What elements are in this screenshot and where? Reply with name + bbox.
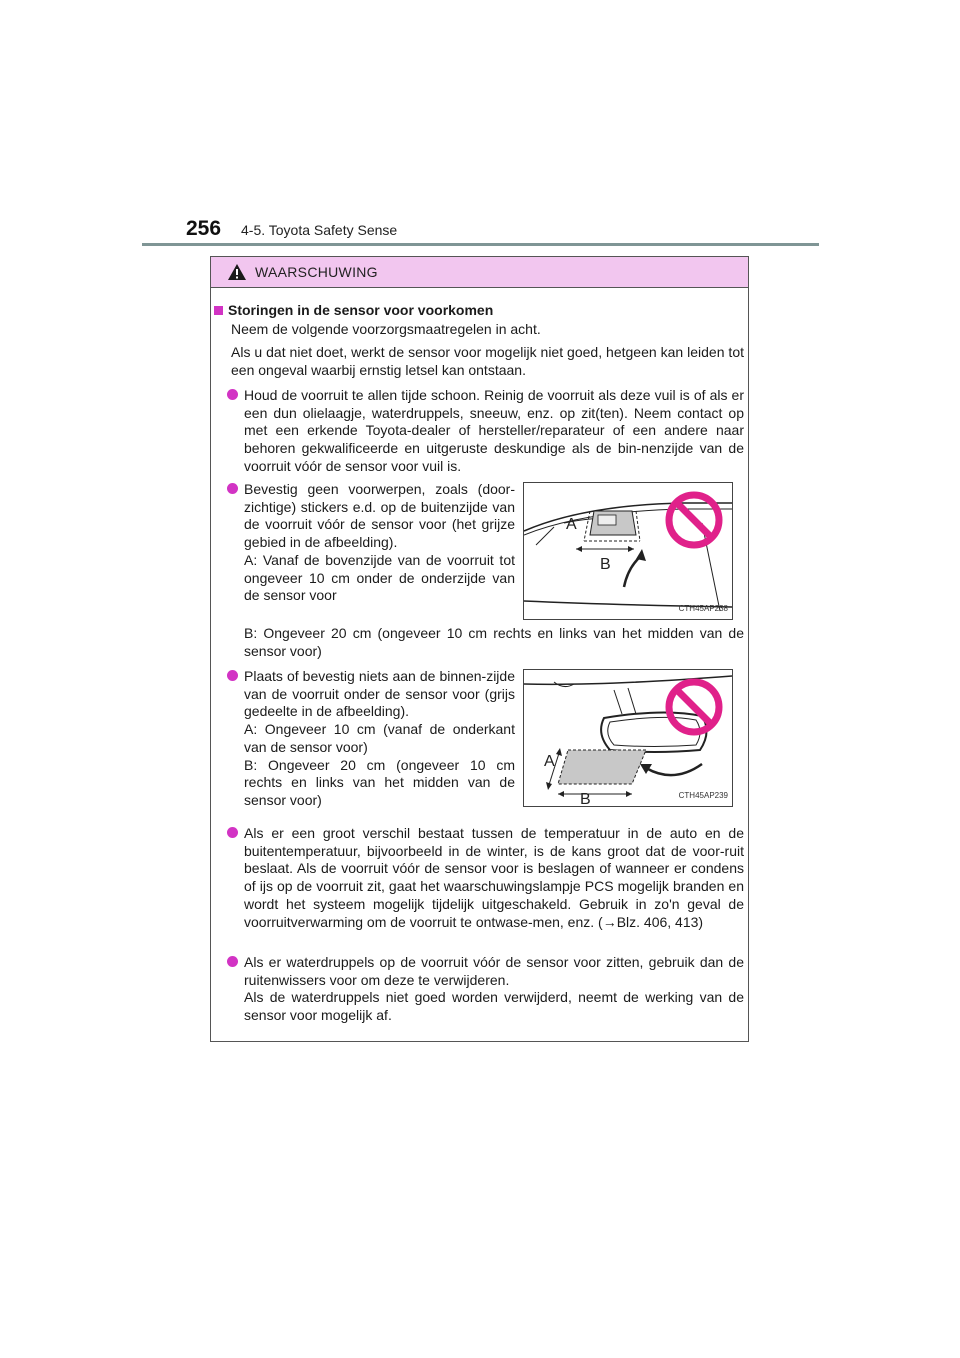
figure-sensor-outside	[523, 482, 733, 620]
figure-1-code: CTH45AP238	[678, 604, 728, 614]
warning-header	[211, 257, 748, 288]
windshield-exterior-illustration	[524, 483, 732, 619]
warning-heading	[214, 302, 493, 320]
bullet-dot-icon	[227, 825, 241, 839]
bullet-2-b: B: Ongeveer 20 cm (ongeveer 10 cm rechts en links van het midden van de sensor voor)	[244, 625, 744, 659]
figure-sensor-inside	[523, 669, 733, 807]
bullet-dot-icon	[227, 668, 241, 682]
header-rule	[142, 243, 819, 246]
figure-1-label-a: A	[566, 516, 577, 533]
bullet-text-4: Als er een groot verschil bestaat tussen de temperatuur in de auto en de buitentemperatuur, bijvoorbeeld in de winter, is de kans groot dat de voor-ruit beslaat. Als de voorruit vóór de sensor voor is beslagen of wanneer er condens of ijs op de voorruit zit, gaat het waarschuwingslampje PCS mogelijk branden en wordt het systeem mogelijk tijdelijk uitgeschakeld. Gebruik in zo'n geval de voorruitverwarming om de voorruit te ontwase-men, enz. (→Blz. 406, 413)	[244, 825, 744, 930]
bullet-3-a: A: Ongeveer 10 cm (vanaf de onderkant van de sensor voor)	[244, 721, 515, 755]
figure-2-label-a: A	[544, 753, 555, 770]
figure-1-label-b: B	[600, 556, 611, 573]
figure-2-label-b: B	[580, 791, 591, 806]
page-number: 256	[186, 217, 222, 240]
bullet-text-3	[244, 668, 515, 810]
bullet-text-5	[244, 954, 744, 1025]
bullet-3-b: B: Ongeveer 20 cm (ongeveer 10 cm rechts en links van het midden van de sensor voor)	[244, 756, 515, 808]
bullet-dot-icon	[227, 481, 241, 495]
bullet-3-main: Plaats of bevestig niets aan de binnen-zijde van de voorruit onder de sensor voor (grijs gedeelte in de afbeelding).	[244, 668, 515, 720]
warning-title: WAARSCHUWING	[255, 264, 378, 280]
bullet-dot-icon	[227, 387, 241, 401]
warning-box	[210, 256, 749, 1042]
bullet-2-a: A: Vanaf de bovenzijde van de voorruit tot ongeveer 10 cm onder de onderzijde van de sensor voor	[244, 551, 515, 604]
figure-2-code: CTH45AP239	[678, 791, 728, 801]
bullet-text-2	[244, 481, 515, 605]
bullet-text-1: Houd de voorruit te allen tijde schoon. Reinig de voorruit als deze vuil is of als er een dun olielaagje, waterdruppels, sneeuw, enz. op zit(ten). Neem contact op met een erkende Toyota-dealer of hersteller/reparateur of een andere naar behoren gekwalificeerde en uitgeruste deskundige als de bin-nenzijde van de voorruit vóór de sensor voor vuil is.	[244, 387, 744, 474]
intro-paragraph-2: Als u dat niet doet, werkt de sensor voor mogelijk niet goed, hetgeen kan leiden tot een ongeval waarbij ernstig letsel kan ontstaan.	[231, 344, 744, 378]
square-bullet-icon	[214, 306, 223, 315]
bullet-2-main: Bevestig geen voorwerpen, zoals (door-zichtige) stickers e.d. op de buitenzijde van de voorruit vóór de sensor voor (het grijze gebied in de afbeelding).	[244, 481, 515, 551]
section-title: 4-5. Toyota Safety Sense	[241, 222, 398, 238]
intro-paragraph-1: Neem de volgende voorzorgsmaatregelen in acht.	[231, 321, 541, 337]
bullet-5-b: Als de waterdruppels niet goed worden verwijderd, neemt de werking van de sensor voor mogelijk af.	[244, 989, 744, 1024]
windshield-interior-illustration	[524, 670, 732, 806]
bullet-dot-icon	[227, 954, 241, 968]
warning-triangle-icon	[227, 263, 247, 281]
bullet-5-main: Als er waterdruppels op de voorruit vóór de sensor voor zitten, gebruik dan de ruitenwissers voor om deze te verwijderen.	[244, 954, 744, 988]
warning-heading-text: Storingen in de sensor voor voorkomen	[228, 302, 494, 318]
